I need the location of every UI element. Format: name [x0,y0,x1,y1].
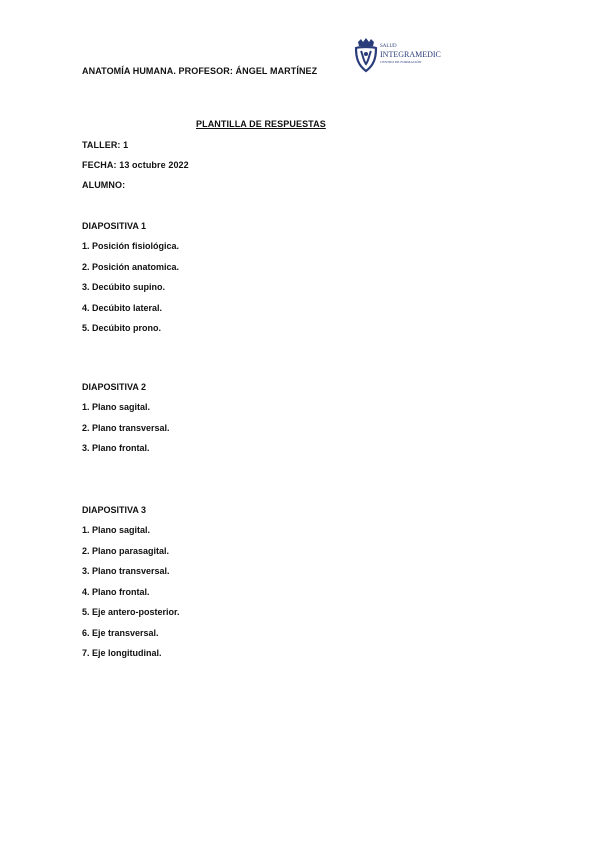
logo-line-3: CENTRO DE FORMACIÓN [380,60,422,64]
answer-item: 1. Plano sagital. [82,525,151,535]
section-title: DIAPOSITIVA 3 [82,505,147,515]
answer-item: 3. Decúbito supino. [82,282,166,292]
section-title: DIAPOSITIVA 1 [82,221,147,231]
logo-line-1: SALUD [380,44,397,49]
fecha-line [82,160,189,171]
section-title: DIAPOSITIVA 2 [82,382,147,392]
taller-label: TALLER: [82,140,121,150]
answer-item: 2. Plano transversal. [82,422,170,433]
fecha-label: FECHA: [82,160,117,170]
alumno-label: ALUMNO: [82,180,126,190]
answer-item: 1. Plano sagital. [82,402,151,412]
section-diapositiva-1 [82,221,179,344]
taller-value: 1 [123,140,129,150]
answer-item: 4. Decúbito lateral. [82,302,163,313]
logo-line-2: INTEGRAMEDIC [380,50,441,59]
section-diapositiva-3 [82,505,180,669]
alumno-line [82,180,125,191]
answer-item: 1. Posición fisiológica. [82,241,180,251]
document-title: PLANTILLA DE RESPUESTAS [196,119,326,129]
answer-item: 5. Decúbito prono. [82,323,162,333]
answer-item: 5. Eje antero-posterior. [82,607,180,617]
school-logo [352,38,441,74]
section-diapositiva-2 [82,382,170,464]
answer-item: 2. Plano parasagital. [82,545,170,556]
course-header: ANATOMÍA HUMANA. PROFESOR: ÁNGEL MARTÍNEZ [82,66,318,76]
crown-emblem-icon [352,38,380,74]
fecha-value: 13 octubre 2022 [119,160,189,170]
answer-item: 3. Plano transversal. [82,566,170,576]
answer-item: 3. Plano frontal. [82,443,150,453]
answer-item: 2. Posición anatomica. [82,261,180,272]
answer-item: 6. Eje transversal. [82,627,159,638]
answer-item: 4. Plano frontal. [82,586,150,597]
answer-item: 7. Eje longitudinal. [82,648,162,658]
taller-line [82,140,128,151]
